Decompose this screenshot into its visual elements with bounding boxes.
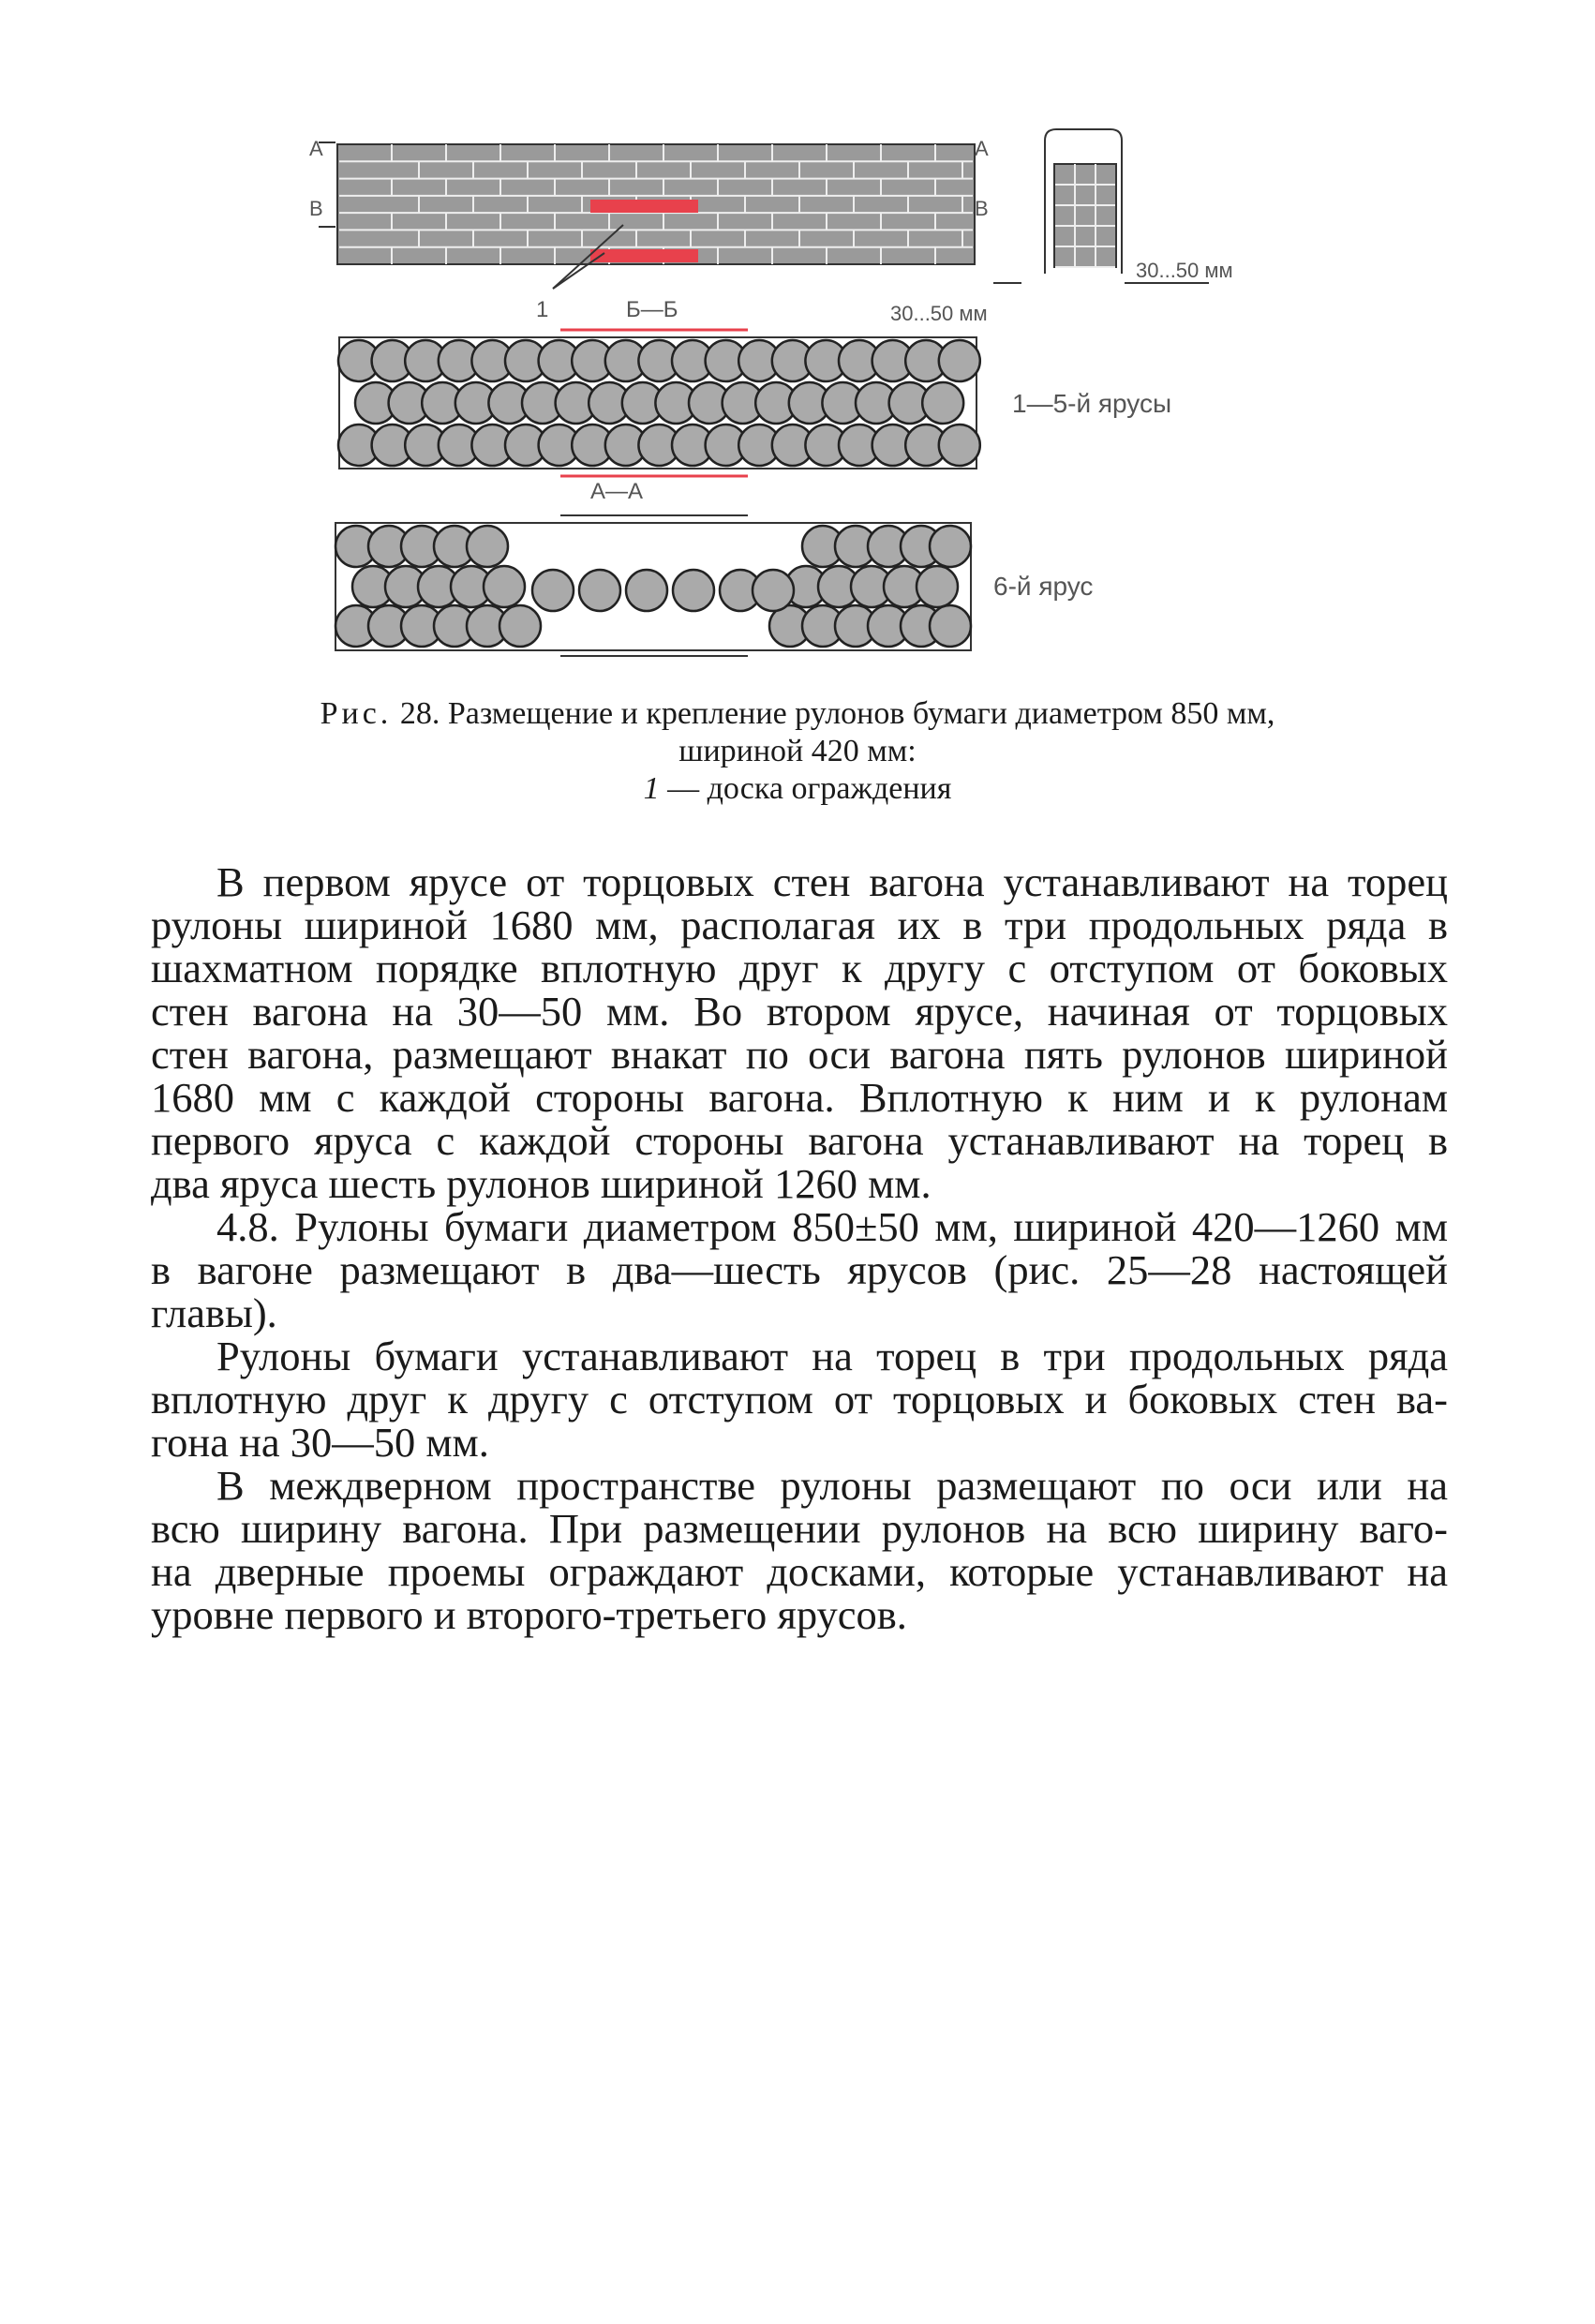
wagon-end-view	[993, 129, 1233, 283]
body-line: Рулоны бумаги устанавливают на торец в три продольных ряда	[216, 1333, 1448, 1379]
figure-caption-line-2: шириной 420 мм:	[678, 734, 917, 768]
body-line: всю ширину вагона. При размещении рулонов на всю ширину ваго-	[151, 1505, 1448, 1552]
body-line: 1680 мм с каждой стороны вагона. Вплотную к ним и к рулонам	[151, 1074, 1448, 1121]
caption-title: 28. Размещение и крепление рулонов бумаги диаметром 850 мм,	[399, 696, 1275, 731]
legend-number: 1	[643, 771, 660, 806]
paper-roll	[467, 526, 508, 567]
paper-roll	[930, 605, 971, 647]
body-line: стен вагона, размещают внакат по оси вагона пять рулонов шириной	[151, 1031, 1448, 1078]
body-line: два яруса шесть рулонов шириной 1260 мм.	[151, 1160, 932, 1207]
caption-prefix: Рис.	[320, 696, 393, 731]
tier-6-label: 6-й ярус	[993, 572, 1094, 601]
paper-roll	[939, 425, 980, 466]
legend-text: — доска ограждения	[659, 771, 952, 806]
section-aa-view	[335, 515, 1093, 656]
callout-number: 1	[536, 297, 549, 322]
rolls-tier-6	[335, 526, 971, 647]
body-line: В междверном пространстве рулоны размещают по оси или на	[216, 1462, 1448, 1509]
body-line: шахматном порядке вплотную друг к другу с отступом от боковых	[151, 945, 1448, 991]
paper-roll	[917, 566, 958, 607]
body-line: первого яруса с каждой стороны вагона устанавливают на торец в	[151, 1117, 1448, 1164]
body-line: на дверные проемы ограждают досками, которые устанавливают на	[151, 1548, 1448, 1595]
body-line: уровне первого и второго-третьего ярусов.	[151, 1591, 907, 1638]
section-mark-b-left: В	[309, 197, 323, 220]
body-line: главы).	[151, 1289, 277, 1336]
paper-roll	[930, 526, 971, 567]
paper-roll	[579, 570, 620, 611]
body-line: гона на 30—50 мм.	[151, 1419, 489, 1466]
paper-roll	[499, 605, 541, 647]
paper-roll	[922, 382, 963, 424]
body-text	[151, 860, 1448, 1636]
body-line: стен вагона на 30—50 мм. Во втором ярусе, начиная от торцовых	[151, 988, 1448, 1035]
loading-diagram	[281, 122, 1331, 684]
paper-roll	[532, 570, 574, 611]
section-mark-a-right: А	[975, 137, 989, 160]
body-line: 4.8. Рулоны бумаги диаметром 850±50 мм, шириной 420—1260 мм	[216, 1203, 1448, 1250]
section-bb-view	[338, 330, 1171, 504]
section-aa-label: А—А	[590, 479, 644, 504]
rolls-tiers-1-5	[338, 340, 980, 466]
dimension-side: 30...50 мм	[890, 302, 988, 325]
paper-roll	[484, 566, 525, 607]
body-line: в вагоне размещают в два—шесть ярусов (рис. 25—28 настоящей	[151, 1246, 1448, 1293]
section-mark-a-left: А	[309, 137, 323, 160]
body-line: рулоны шириной 1680 мм, располагая их в три продольных ряда в	[151, 901, 1448, 948]
figure-caption-legend	[0, 770, 1595, 808]
paper-roll	[673, 570, 714, 611]
dimension-end: 30...50 мм	[1136, 259, 1233, 282]
paper-roll	[753, 570, 794, 611]
tiers-1-5-label: 1—5-й ярусы	[1012, 389, 1172, 418]
figure-caption-line-1	[0, 695, 1595, 733]
body-line: вплотную друг к другу с отступом от торцовых и боковых стен ва-	[151, 1376, 1448, 1423]
section-mark-b-right: В	[975, 197, 989, 220]
body-line: В первом ярусе от торцовых стен вагона устанавливают на торец	[216, 858, 1448, 905]
fence-board	[590, 200, 698, 213]
fence-board	[590, 249, 698, 262]
wagon-plan-view	[309, 137, 989, 325]
section-bb-label: Б—Б	[626, 297, 678, 322]
paper-roll	[626, 570, 667, 611]
paper-roll	[939, 340, 980, 381]
